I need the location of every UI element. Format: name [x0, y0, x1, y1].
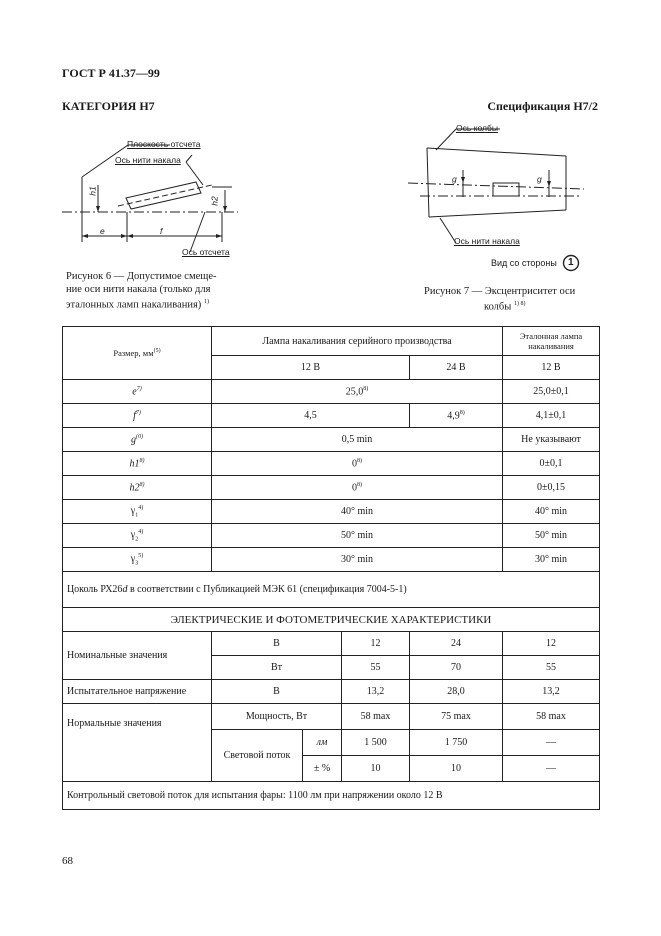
flux-label: Световой поток	[212, 730, 303, 782]
figure-7-drawing	[0, 0, 661, 320]
lm-unit: лм	[303, 730, 342, 756]
fig6-caption-line-1: Рисунок 6 — Допустимое смеще-	[66, 271, 217, 282]
row-e-ref: 25,0±0,1	[503, 380, 600, 404]
row-gamma2-ref: 50° min	[503, 524, 600, 548]
table-row	[63, 524, 600, 548]
flux-ref: —	[503, 730, 600, 756]
label-h2: h2	[209, 196, 220, 206]
nominal-w-ref: 55	[503, 656, 600, 680]
nominal-unit-w: Вт	[212, 656, 342, 680]
table-row	[63, 476, 600, 500]
label-g1: g	[452, 174, 457, 184]
fig6-caption-note: 1)	[203, 299, 209, 305]
row-name-e: $e^{7)}$	[63, 380, 212, 404]
row-name-h1: h1$^{8)}$	[63, 452, 212, 476]
row-h2-serial: 0$^{8)}$	[212, 476, 503, 500]
row-f-12: 4,5	[212, 404, 410, 428]
table-row	[63, 548, 600, 572]
row-name-f: $f^{7)}$	[63, 404, 212, 428]
power-label: Мощность, Вт	[212, 704, 342, 730]
power-ref: 58 max	[503, 704, 600, 730]
label-bulb-axis: Ось колбы	[456, 123, 498, 133]
label-filament-axis-7: Ось нити накала	[454, 236, 520, 246]
v12ref-header: 12 В	[503, 356, 600, 380]
nominal-w-12: 55	[342, 656, 410, 680]
nominal-unit-v: В	[212, 632, 342, 656]
row-name-gamma3: $\gamma_3^{5)}$	[63, 548, 212, 572]
v12-header: 12 В	[212, 356, 410, 380]
row-gamma3-ref: 30° min	[503, 548, 600, 572]
row-h1-ref: 0±0,1	[503, 452, 600, 476]
test-unit: В	[212, 680, 342, 704]
row-f-24: 4,9$^{8)}$	[410, 404, 503, 428]
nominal-w-24: 70	[410, 656, 503, 680]
row-e-serial: 25,0$^{8)}$	[212, 380, 503, 404]
spec-table	[62, 326, 600, 810]
control-flux-note: Контрольный световой поток для испытания фары: 1100 лм при напряжении около 12 В	[63, 782, 600, 810]
fig6-caption-line-3: эталонных ламп накаливания) $^{1)}$	[66, 299, 209, 311]
nominal-label: Номинальные значения	[63, 632, 212, 680]
nominal-v-12: 12	[342, 632, 410, 656]
row-name-g: $g^{(0)}$	[63, 428, 212, 452]
pct-ref: —	[503, 756, 600, 782]
test-v-12: 13,2	[342, 680, 410, 704]
row-name-gamma2: $\gamma_2^{4)}$	[63, 524, 212, 548]
pct-unit: ± %	[303, 756, 342, 782]
serial-header: Лампа накаливания серийного производства	[212, 327, 503, 356]
spec-title: Спецификация Н7/2	[487, 99, 598, 113]
nominal-v-ref: 12	[503, 632, 600, 656]
test-label: Испытательное напряжение	[63, 680, 212, 704]
label-g2: g	[537, 174, 542, 184]
figure-7-caption	[424, 285, 594, 314]
size-header: Размер, $мм^{(5)}$	[63, 327, 212, 380]
row-name-gamma1: $\gamma_1^{4)}$	[63, 500, 212, 524]
table-row	[63, 404, 600, 428]
row-f-ref: 4,1±0,1	[503, 404, 600, 428]
power-24: 75 max	[410, 704, 503, 730]
fig7-caption-line-2: колбы $^{1) 8)}$	[484, 301, 526, 313]
row-gamma3-serial: 30° min	[212, 548, 503, 572]
row-h2-ref: 0±0,15	[503, 476, 600, 500]
normal-label: Нормальные значения	[63, 704, 212, 782]
flux-12: 1 500	[342, 730, 410, 756]
power-12: 58 max	[342, 704, 410, 730]
fig6-caption-line-2: ние оси нити накала (только для	[66, 284, 211, 295]
label-side-view-num: 1	[568, 257, 574, 268]
fig7-caption-line-1: Рисунок 7 — Эксцентриситет оси	[424, 286, 576, 297]
doc-code: ГОСТ Р 41.37—99	[62, 66, 160, 80]
flux-24: 1 750	[410, 730, 503, 756]
row-gamma1-ref: 40° min	[503, 500, 600, 524]
pct-24: 10	[410, 756, 503, 782]
label-ref-axis: Ось отсчета	[182, 247, 230, 257]
v24-header: 24 В	[410, 356, 503, 380]
table-row	[63, 500, 600, 524]
label-plane: Плоскость отсчета	[127, 139, 201, 149]
row-g-serial: 0,5 min	[212, 428, 503, 452]
row-gamma1-serial: 40° min	[212, 500, 503, 524]
row-g-ref: Не указывают	[503, 428, 600, 452]
table-row	[63, 452, 600, 476]
test-v-ref: 13,2	[503, 680, 600, 704]
label-h1: h1	[87, 186, 98, 196]
page-number: 68	[62, 855, 73, 867]
label-filament-axis: Ось нити накала	[115, 155, 181, 165]
test-v-24: 28,0	[410, 680, 503, 704]
fig7-caption-note: 1) 8)	[513, 301, 526, 307]
label-f: f	[160, 226, 163, 236]
electrical-header: ЭЛЕКТРИЧЕСКИЕ И ФОТОМЕТРИЧЕСКИЕ ХАРАКТЕРИСТИКИ	[63, 608, 600, 632]
nominal-v-24: 24	[410, 632, 503, 656]
row-gamma2-serial: 50° min	[212, 524, 503, 548]
base-spec: Цоколь РХ26d в соответствии с Публикацией МЭК 61 (спецификация 7004-5-1)	[63, 572, 600, 608]
pct-12: 10	[342, 756, 410, 782]
table-row	[63, 380, 600, 404]
label-e: e	[100, 226, 105, 236]
ref-header: Эталонная лампа накаливания	[503, 327, 600, 356]
row-name-h2: h2$^{8)}$	[63, 476, 212, 500]
row-h1-serial: 0$^{8)}$	[212, 452, 503, 476]
table-row	[63, 428, 600, 452]
label-side-view: Вид со стороны	[491, 258, 557, 268]
category-title: КАТЕГОРИЯ Н7	[62, 99, 155, 113]
